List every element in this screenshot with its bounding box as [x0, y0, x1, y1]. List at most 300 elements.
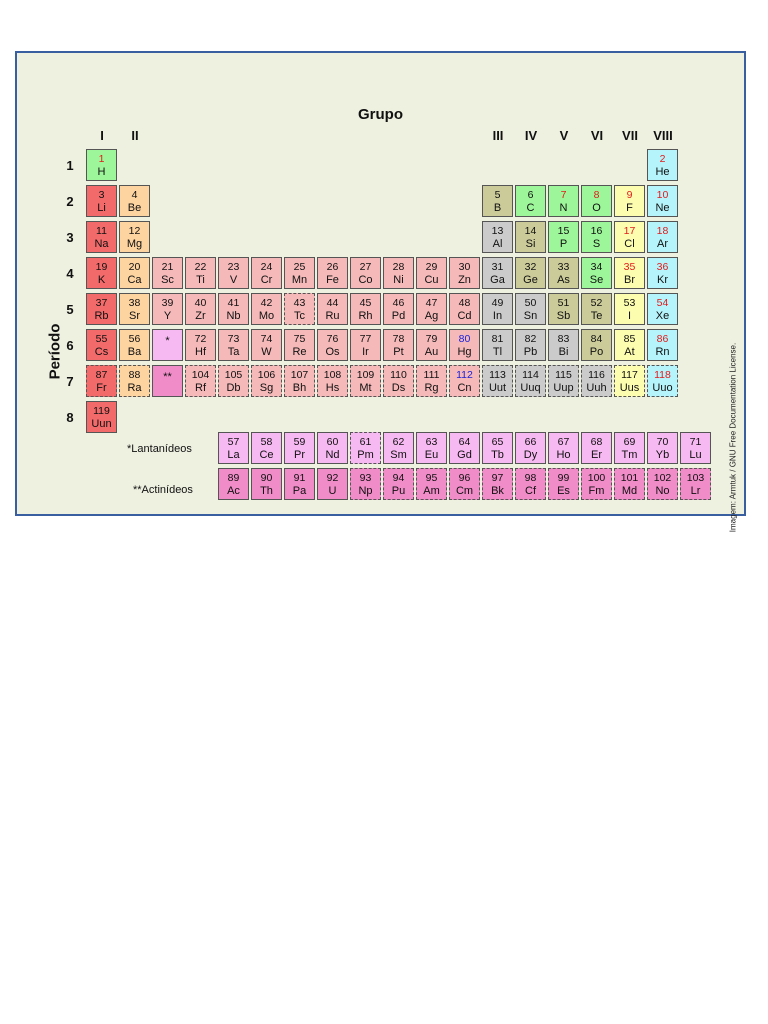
element-symbol: Al — [492, 237, 503, 250]
element-cell-sm — [383, 432, 414, 464]
atomic-number: 17 — [623, 225, 636, 237]
atomic-number: 29 — [425, 261, 438, 273]
element-cell-sg — [251, 365, 282, 397]
element-cell-ar — [647, 221, 678, 253]
element-symbol: Uuq — [520, 381, 541, 394]
atomic-number: 61 — [359, 436, 372, 448]
element-cell-ho — [548, 432, 579, 464]
element-symbol: Cr — [260, 273, 273, 286]
element-cell-in — [482, 293, 513, 325]
element-symbol: Tb — [491, 448, 504, 461]
element-cell-os — [317, 329, 348, 361]
element-symbol: Dy — [523, 448, 538, 461]
atomic-number: 102 — [653, 472, 672, 484]
element-symbol: Nb — [226, 309, 241, 322]
element-cell-pb — [515, 329, 546, 361]
element-symbol: Mo — [258, 309, 275, 322]
element-symbol: Ho — [556, 448, 571, 461]
atomic-number: 49 — [491, 297, 504, 309]
element-symbol: Cu — [424, 273, 439, 286]
atomic-number: 31 — [491, 261, 504, 273]
element-cell-c — [515, 185, 546, 217]
element-symbol: Ga — [490, 273, 505, 286]
element-cell-he — [647, 149, 678, 181]
element-cell-es — [548, 468, 579, 500]
atomic-number: 72 — [194, 333, 207, 345]
atomic-number: 59 — [293, 436, 306, 448]
element-symbol: Co — [358, 273, 373, 286]
atomic-number: 32 — [524, 261, 537, 273]
element-symbol: Tl — [492, 345, 503, 358]
element-symbol: Uuo — [652, 381, 673, 394]
element-cell-uup — [548, 365, 579, 397]
atomic-number: 106 — [257, 369, 276, 381]
group-label-VIII: VIII — [653, 128, 673, 143]
atomic-number: 11 — [96, 225, 107, 237]
element-symbol: Uup — [553, 381, 574, 394]
atomic-number: 68 — [590, 436, 603, 448]
element-cell-mo — [251, 293, 282, 325]
element-cell-si — [515, 221, 546, 253]
element-symbol: K — [97, 273, 106, 286]
element-cell-tm — [614, 432, 645, 464]
atomic-number: 90 — [260, 472, 273, 484]
element-cell-pm — [350, 432, 381, 464]
atomic-number: 67 — [557, 436, 570, 448]
atomic-number: 119 — [93, 405, 110, 417]
atomic-number: 86 — [656, 333, 669, 345]
element-cell-ne — [647, 185, 678, 217]
element-symbol: Er — [591, 448, 602, 461]
atomic-number: 53 — [623, 297, 636, 309]
element-symbol: Mn — [291, 273, 308, 286]
atomic-number: 50 — [524, 297, 537, 309]
lanthanides-label: *Lantanídeos — [127, 443, 192, 455]
element-cell-hs — [317, 365, 348, 397]
element-cell-rn — [647, 329, 678, 361]
atomic-number: 63 — [425, 436, 438, 448]
credit-text: Imagem: Armtuk / GNU Free Documentation License. — [728, 342, 738, 533]
group-label-IV: IV — [524, 128, 538, 143]
actinides-label: **Actinídeos — [133, 484, 193, 496]
element-cell-i — [614, 293, 645, 325]
element-cell-er — [581, 432, 612, 464]
element-cell-cd — [449, 293, 480, 325]
element-cell-cr — [251, 257, 282, 289]
atomic-number: 95 — [425, 472, 438, 484]
element-cell-tl — [482, 329, 513, 361]
group-label-II: II — [131, 128, 139, 143]
element-cell-hf — [185, 329, 216, 361]
atomic-number: 45 — [359, 297, 372, 309]
element-cell-zr — [185, 293, 216, 325]
period-label-7: 7 — [66, 374, 74, 389]
atomic-number: 71 — [689, 436, 702, 448]
element-symbol: Th — [260, 484, 273, 497]
element-cell-ti — [185, 257, 216, 289]
atomic-number: 87 — [95, 369, 108, 381]
element-cell-br — [614, 257, 645, 289]
element-symbol: Sn — [523, 309, 538, 322]
atomic-number: 34 — [590, 261, 603, 273]
element-symbol: Ru — [325, 309, 340, 322]
period-label-6: 6 — [66, 338, 74, 353]
element-cell-pt — [383, 329, 414, 361]
element-cell-lu — [680, 432, 711, 464]
atomic-number: 2 — [659, 153, 666, 165]
element-symbol: Po — [589, 345, 604, 358]
element-symbol: Cf — [525, 484, 536, 497]
element-cell-f — [614, 185, 645, 217]
element-symbol: Ba — [127, 345, 142, 358]
atomic-number: 6 — [527, 189, 534, 201]
element-cell-eu — [416, 432, 447, 464]
atomic-number: 94 — [392, 472, 405, 484]
atomic-number: 24 — [260, 261, 273, 273]
atomic-number: 109 — [356, 369, 375, 381]
atomic-number: 14 — [524, 225, 537, 237]
element-symbol: Ne — [655, 201, 670, 214]
element-cell-ag — [416, 293, 447, 325]
atomic-number: 78 — [392, 333, 405, 345]
element-cell-ga — [482, 257, 513, 289]
element-cell-na — [86, 221, 117, 253]
element-cell-co — [350, 257, 381, 289]
element-symbol: He — [655, 165, 670, 178]
element-cell-v — [218, 257, 249, 289]
periodic-table-frame — [15, 51, 746, 533]
element-symbol: Cn — [457, 381, 472, 394]
element-symbol: Np — [358, 484, 373, 497]
atomic-number: 18 — [656, 225, 669, 237]
atomic-number: 20 — [128, 261, 141, 273]
atomic-number: 15 — [557, 225, 570, 237]
atomic-number: 9 — [626, 189, 633, 201]
atomic-number: 64 — [458, 436, 471, 448]
element-symbol: Yb — [655, 448, 670, 461]
element-symbol: Mg — [126, 237, 143, 250]
atomic-number: 21 — [161, 261, 174, 273]
element-cell-mn — [284, 257, 315, 289]
element-cell-db — [218, 365, 249, 397]
atomic-number: 40 — [194, 297, 207, 309]
element-cell-uuo — [647, 365, 678, 397]
element-cell-nb — [218, 293, 249, 325]
element-symbol: U — [328, 484, 337, 497]
element-symbol: Sm — [390, 448, 407, 461]
element-cell-nd — [317, 432, 348, 464]
atomic-number: 116 — [588, 369, 605, 381]
element-symbol: P — [559, 237, 568, 250]
atomic-number: 5 — [494, 189, 501, 201]
atomic-number: 65 — [491, 436, 504, 448]
atomic-number: 118 — [654, 369, 671, 381]
atomic-number: 19 — [95, 261, 108, 273]
element-symbol: Fm — [588, 484, 605, 497]
element-symbol: Ce — [259, 448, 274, 461]
element-symbol: In — [492, 309, 503, 322]
atomic-number: 56 — [128, 333, 141, 345]
element-cell-dy — [515, 432, 546, 464]
element-symbol: Na — [94, 237, 109, 250]
element-symbol: Be — [127, 201, 142, 214]
element-cell-pu — [383, 468, 414, 500]
element-symbol: Db — [226, 381, 241, 394]
element-symbol: Eu — [424, 448, 439, 461]
element-cell-o — [581, 185, 612, 217]
element-symbol: B — [493, 201, 502, 214]
element-cell-gd — [449, 432, 480, 464]
atomic-number: 12 — [128, 225, 141, 237]
element-cell-bh — [284, 365, 315, 397]
element-symbol: Am — [423, 484, 440, 497]
element-symbol: Hs — [325, 381, 340, 394]
element-cell-re — [284, 329, 315, 361]
atomic-number: 82 — [524, 333, 537, 345]
element-symbol: Si — [525, 237, 536, 250]
element-symbol: Ds — [391, 381, 406, 394]
atomic-number: 89 — [227, 472, 240, 484]
element-cell-w — [251, 329, 282, 361]
element-symbol: Ra — [127, 381, 142, 394]
element-cell-cl — [614, 221, 645, 253]
element-cell-uuh — [581, 365, 612, 397]
period-axis-label: Período — [46, 323, 64, 380]
element-cell-cn — [449, 365, 480, 397]
atomic-number: 66 — [524, 436, 537, 448]
period-label-5: 5 — [66, 302, 74, 317]
element-cell-ce — [251, 432, 282, 464]
atomic-number: 52 — [590, 297, 603, 309]
element-symbol: Ir — [362, 345, 369, 358]
atomic-number: 101 — [620, 472, 639, 484]
atomic-number: 74 — [260, 333, 273, 345]
element-cell-am — [416, 468, 447, 500]
element-cell-rg — [416, 365, 447, 397]
atomic-number: 44 — [326, 297, 339, 309]
element-symbol: Cl — [624, 237, 635, 250]
element-cell-cu — [416, 257, 447, 289]
element-cell-ta — [218, 329, 249, 361]
element-cell-tc — [284, 293, 315, 325]
element-cell-fe — [317, 257, 348, 289]
element-cell-b — [482, 185, 513, 217]
atomic-number: 103 — [686, 472, 705, 484]
element-symbol: C — [526, 201, 535, 214]
atomic-number: 1 — [98, 153, 105, 165]
element-symbol: S — [592, 237, 601, 250]
group-label-VI: VI — [590, 128, 604, 143]
atomic-number: 36 — [656, 261, 669, 273]
atomic-number: 13 — [491, 225, 504, 237]
element-symbol: Zr — [195, 309, 206, 322]
element-cell-yb — [647, 432, 678, 464]
element-cell-cs — [86, 329, 117, 361]
element-symbol: V — [229, 273, 238, 286]
element-cell-th — [251, 468, 282, 500]
atomic-number: 30 — [458, 261, 471, 273]
element-symbol: Rb — [94, 309, 109, 322]
element-cell-np — [350, 468, 381, 500]
element-symbol: Pm — [357, 448, 374, 461]
element-symbol: Nd — [325, 448, 340, 461]
element-cell-ru — [317, 293, 348, 325]
element-cell-at — [614, 329, 645, 361]
element-symbol: Mt — [359, 381, 372, 394]
series-marker: * — [165, 335, 170, 347]
atomic-number: 108 — [323, 369, 342, 381]
element-cell-au — [416, 329, 447, 361]
element-cell-xe — [647, 293, 678, 325]
element-symbol: Se — [589, 273, 604, 286]
atomic-number: 16 — [590, 225, 603, 237]
element-symbol: Lu — [689, 448, 702, 461]
element-symbol: Pr — [294, 448, 305, 461]
element-symbol: Tc — [294, 309, 305, 322]
atomic-number: 60 — [326, 436, 339, 448]
element-cell-ge — [515, 257, 546, 289]
element-cell-hg — [449, 329, 480, 361]
atomic-number: 100 — [587, 472, 606, 484]
element-cell-sb — [548, 293, 579, 325]
element-symbol: Pu — [391, 484, 406, 497]
element-cell-u — [317, 468, 348, 500]
element-symbol: Ac — [227, 484, 240, 497]
atomic-number: 37 — [95, 297, 108, 309]
element-cell-as — [548, 257, 579, 289]
element-cell-ca — [119, 257, 150, 289]
atomic-number: 39 — [161, 297, 174, 309]
element-symbol: Rh — [358, 309, 373, 322]
element-symbol: Ag — [424, 309, 439, 322]
element-cell-rb — [86, 293, 117, 325]
element-symbol: Te — [590, 309, 603, 322]
atomic-number: 47 — [425, 297, 438, 309]
element-cell-ni — [383, 257, 414, 289]
atomic-number: 25 — [293, 261, 306, 273]
element-symbol: Cd — [457, 309, 472, 322]
element-symbol: Pt — [393, 345, 404, 358]
atomic-number: 105 — [224, 369, 243, 381]
element-cell-h — [86, 149, 117, 181]
atomic-number: 27 — [359, 261, 372, 273]
element-cell-s — [581, 221, 612, 253]
element-symbol: Ta — [227, 345, 240, 358]
element-symbol: Lr — [690, 484, 701, 497]
atomic-number: 88 — [128, 369, 141, 381]
atomic-number: 58 — [260, 436, 273, 448]
element-symbol: Pa — [292, 484, 307, 497]
element-cell-po — [581, 329, 612, 361]
element-symbol: Au — [424, 345, 439, 358]
element-cell-no — [647, 468, 678, 500]
atomic-number: 80 — [458, 333, 471, 345]
element-symbol: Zn — [458, 273, 471, 286]
element-cell-te — [581, 293, 612, 325]
element-symbol: Es — [557, 484, 570, 497]
element-symbol: Gd — [457, 448, 472, 461]
element-cell-rh — [350, 293, 381, 325]
element-cell-la — [218, 432, 249, 464]
element-symbol: Ar — [657, 237, 668, 250]
atomic-number: 111 — [423, 369, 440, 381]
element-cell-kr — [647, 257, 678, 289]
atomic-number: 83 — [557, 333, 570, 345]
element-cell-uut — [482, 365, 513, 397]
atomic-number: 115 — [555, 369, 572, 381]
element-cell-y — [152, 293, 183, 325]
element-symbol: H — [97, 165, 106, 178]
element-symbol: Bh — [292, 381, 307, 394]
element-symbol: Rf — [195, 381, 206, 394]
element-symbol: Cs — [94, 345, 109, 358]
element-cell-ac — [218, 468, 249, 500]
element-symbol: Sb — [556, 309, 571, 322]
element-cell-cf — [515, 468, 546, 500]
series-marker: ** — [163, 371, 172, 383]
atomic-number: 99 — [557, 472, 570, 484]
element-cell-pd — [383, 293, 414, 325]
atomic-number: 26 — [326, 261, 339, 273]
element-cell-bk — [482, 468, 513, 500]
atomic-number: 28 — [392, 261, 405, 273]
element-cell-fr — [86, 365, 117, 397]
element-symbol: Pb — [523, 345, 538, 358]
element-symbol: W — [261, 345, 272, 358]
atomic-number: 33 — [557, 261, 570, 273]
atomic-number: 77 — [359, 333, 372, 345]
element-symbol: Y — [163, 309, 172, 322]
atomic-number: 70 — [656, 436, 669, 448]
element-symbol: N — [559, 201, 568, 214]
atomic-number: 92 — [326, 472, 339, 484]
element-symbol: Xe — [655, 309, 670, 322]
atomic-number: 113 — [489, 369, 506, 381]
element-symbol: Uus — [619, 381, 640, 394]
element-cell-mt — [350, 365, 381, 397]
element-cell-n — [548, 185, 579, 217]
atomic-number: 3 — [98, 189, 105, 201]
element-symbol: Uun — [91, 417, 112, 430]
element-cell-sc — [152, 257, 183, 289]
element-symbol: Kr — [657, 273, 668, 286]
element-symbol: At — [624, 345, 635, 358]
element-cell-cm — [449, 468, 480, 500]
atomic-number: 4 — [131, 189, 138, 201]
series-placeholder-cell — [152, 365, 183, 397]
element-cell-zn — [449, 257, 480, 289]
element-symbol: Ge — [523, 273, 538, 286]
atomic-number: 7 — [560, 189, 567, 201]
element-symbol: Re — [292, 345, 307, 358]
atomic-number: 97 — [491, 472, 504, 484]
element-cell-ds — [383, 365, 414, 397]
element-symbol: La — [227, 448, 240, 461]
period-label-4: 4 — [66, 266, 74, 281]
period-label-2: 2 — [66, 194, 74, 209]
element-symbol: No — [655, 484, 670, 497]
element-symbol: O — [592, 201, 601, 214]
atomic-number: 57 — [227, 436, 240, 448]
element-cell-rf — [185, 365, 216, 397]
element-symbol: Fe — [326, 273, 339, 286]
element-cell-al — [482, 221, 513, 253]
element-cell-fm — [581, 468, 612, 500]
atomic-number: 51 — [557, 297, 570, 309]
series-placeholder-cell — [152, 329, 183, 361]
element-symbol: Bi — [558, 345, 569, 358]
element-cell-ba — [119, 329, 150, 361]
